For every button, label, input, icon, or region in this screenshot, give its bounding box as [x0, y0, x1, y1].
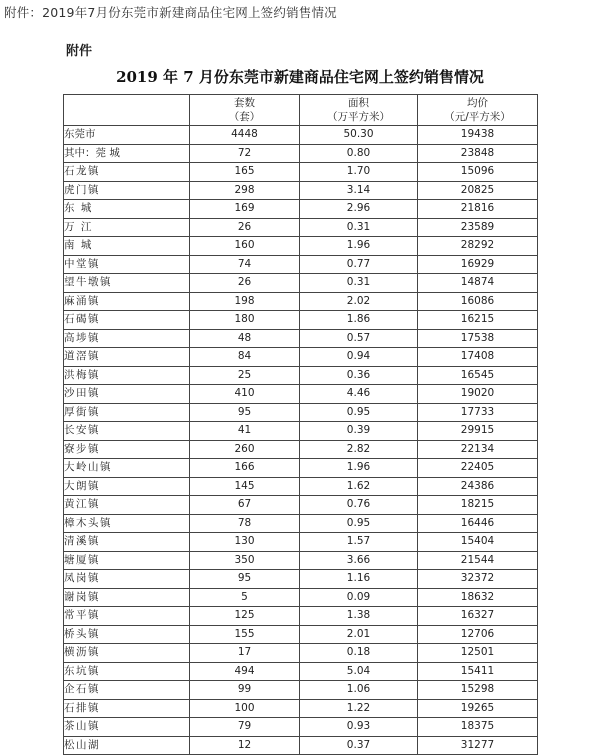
price-cell: 15096 — [418, 163, 538, 182]
units-cell: 298 — [190, 181, 300, 200]
area-cell: 0.36 — [300, 366, 418, 385]
sales-table — [63, 94, 538, 755]
price-cell: 23589 — [418, 218, 538, 237]
table-row — [64, 366, 538, 385]
table-row — [64, 255, 538, 274]
area-cell: 1.57 — [300, 533, 418, 552]
price-cell: 14874 — [418, 274, 538, 293]
table-row — [64, 588, 538, 607]
area-cell: 3.66 — [300, 551, 418, 570]
units-cell: 4448 — [190, 126, 300, 145]
units-cell: 155 — [190, 625, 300, 644]
table-row — [64, 181, 538, 200]
units-cell: 95 — [190, 570, 300, 589]
table-row — [64, 144, 538, 163]
area-cell: 2.96 — [300, 200, 418, 219]
price-cell: 16215 — [418, 311, 538, 330]
area-cell: 0.39 — [300, 422, 418, 441]
table-row — [64, 385, 538, 404]
area-cell: 2.82 — [300, 440, 418, 459]
units-cell: 95 — [190, 403, 300, 422]
table-row — [64, 718, 538, 737]
price-cell: 29915 — [418, 422, 538, 441]
area-cell: 0.76 — [300, 496, 418, 515]
price-cell: 24386 — [418, 477, 538, 496]
header-units-unit: （套） — [228, 111, 261, 123]
area-cell: 0.80 — [300, 144, 418, 163]
area-cell: 1.70 — [300, 163, 418, 182]
price-cell: 22134 — [418, 440, 538, 459]
area-cell: 1.38 — [300, 607, 418, 626]
price-cell: 15404 — [418, 533, 538, 552]
area-cell: 0.18 — [300, 644, 418, 663]
price-cell: 22405 — [418, 459, 538, 478]
price-cell: 12501 — [418, 644, 538, 663]
price-cell: 18375 — [418, 718, 538, 737]
units-cell: 410 — [190, 385, 300, 404]
region-name-cell: 石龙镇 — [64, 163, 190, 182]
header-region — [64, 95, 190, 126]
area-cell: 2.02 — [300, 292, 418, 311]
table-row — [64, 644, 538, 663]
region-name-cell: 常平镇 — [64, 607, 190, 626]
table-row — [64, 459, 538, 478]
table-row — [64, 311, 538, 330]
region-name-cell: 厚街镇 — [64, 403, 190, 422]
price-cell: 28292 — [418, 237, 538, 256]
region-name-cell: 沙田镇 — [64, 385, 190, 404]
price-cell: 17538 — [418, 329, 538, 348]
price-cell: 16929 — [418, 255, 538, 274]
region-name-cell: 黄江镇 — [64, 496, 190, 515]
area-cell: 3.14 — [300, 181, 418, 200]
table-row — [64, 477, 538, 496]
units-cell: 494 — [190, 662, 300, 681]
table-row — [64, 551, 538, 570]
region-name-cell: 樟木头镇 — [64, 514, 190, 533]
region-name-cell: 道滘镇 — [64, 348, 190, 367]
units-cell: 180 — [190, 311, 300, 330]
region-name-cell: 东莞市 — [64, 126, 190, 145]
region-name-cell: 茶山镇 — [64, 718, 190, 737]
region-name-cell: 大岭山镇 — [64, 459, 190, 478]
area-cell: 1.96 — [300, 237, 418, 256]
table-row — [64, 200, 538, 219]
units-cell: 198 — [190, 292, 300, 311]
units-cell: 67 — [190, 496, 300, 515]
price-cell: 15411 — [418, 662, 538, 681]
table-row — [64, 699, 538, 718]
price-cell: 21544 — [418, 551, 538, 570]
area-cell: 4.46 — [300, 385, 418, 404]
area-cell: 5.04 — [300, 662, 418, 681]
units-cell: 260 — [190, 440, 300, 459]
units-cell: 166 — [190, 459, 300, 478]
units-cell: 100 — [190, 699, 300, 718]
area-cell: 0.57 — [300, 329, 418, 348]
price-cell: 17408 — [418, 348, 538, 367]
area-cell: 1.62 — [300, 477, 418, 496]
area-cell: 0.95 — [300, 514, 418, 533]
units-cell: 5 — [190, 588, 300, 607]
price-cell: 17733 — [418, 403, 538, 422]
units-cell: 84 — [190, 348, 300, 367]
table-row — [64, 514, 538, 533]
price-cell: 16545 — [418, 366, 538, 385]
area-cell: 0.95 — [300, 403, 418, 422]
table-row — [64, 403, 538, 422]
units-cell: 26 — [190, 274, 300, 293]
price-cell: 12706 — [418, 625, 538, 644]
region-name-cell: 虎门镇 — [64, 181, 190, 200]
region-name-cell: 凤岗镇 — [64, 570, 190, 589]
units-cell: 48 — [190, 329, 300, 348]
region-name-cell: 万 江 — [64, 218, 190, 237]
table-row — [64, 533, 538, 552]
table-row — [64, 329, 538, 348]
table-row — [64, 422, 538, 441]
region-name-cell: 南 城 — [64, 237, 190, 256]
area-cell: 1.96 — [300, 459, 418, 478]
units-cell: 99 — [190, 681, 300, 700]
area-cell: 1.16 — [300, 570, 418, 589]
area-cell: 0.93 — [300, 718, 418, 737]
region-name-cell: 洪梅镇 — [64, 366, 190, 385]
region-name-cell: 东 城 — [64, 200, 190, 219]
price-cell: 16086 — [418, 292, 538, 311]
area-cell: 0.94 — [300, 348, 418, 367]
units-cell: 25 — [190, 366, 300, 385]
region-name-cell: 东坑镇 — [64, 662, 190, 681]
price-cell: 23848 — [418, 144, 538, 163]
table-row — [64, 218, 538, 237]
region-name-cell: 望牛墩镇 — [64, 274, 190, 293]
area-cell: 50.30 — [300, 126, 418, 145]
area-cell: 0.37 — [300, 736, 418, 755]
price-cell: 16446 — [418, 514, 538, 533]
units-cell: 74 — [190, 255, 300, 274]
table-body — [64, 126, 538, 755]
price-cell: 31277 — [418, 736, 538, 755]
region-name-cell: 高埗镇 — [64, 329, 190, 348]
area-cell: 1.22 — [300, 699, 418, 718]
area-cell: 0.77 — [300, 255, 418, 274]
region-name-cell: 横沥镇 — [64, 644, 190, 663]
units-cell: 130 — [190, 533, 300, 552]
region-name-cell: 寮步镇 — [64, 440, 190, 459]
document-title: 2019 年 7 月份东莞市新建商品住宅网上签约销售情况 — [116, 68, 484, 86]
region-name-cell: 其中：莞 城 — [64, 144, 190, 163]
header-price-label: 均价 — [467, 97, 488, 109]
price-cell: 18632 — [418, 588, 538, 607]
header-price — [418, 95, 538, 126]
region-name-cell: 石排镇 — [64, 699, 190, 718]
area-cell: 1.86 — [300, 311, 418, 330]
attachment-label: 附件 — [66, 44, 93, 59]
table-row — [64, 496, 538, 515]
units-cell: 145 — [190, 477, 300, 496]
region-name-cell: 石碣镇 — [64, 311, 190, 330]
region-name-cell: 桥头镇 — [64, 625, 190, 644]
table-row — [64, 292, 538, 311]
table-row — [64, 274, 538, 293]
header-area-unit: （万平方米） — [327, 111, 390, 123]
price-cell: 21816 — [418, 200, 538, 219]
area-cell: 0.31 — [300, 218, 418, 237]
area-cell: 0.09 — [300, 588, 418, 607]
units-cell: 350 — [190, 551, 300, 570]
region-name-cell: 塘厦镇 — [64, 551, 190, 570]
table-row — [64, 681, 538, 700]
units-cell: 125 — [190, 607, 300, 626]
area-cell: 0.31 — [300, 274, 418, 293]
units-cell: 17 — [190, 644, 300, 663]
table-row — [64, 625, 538, 644]
units-cell: 12 — [190, 736, 300, 755]
header-units — [190, 95, 300, 126]
units-cell: 79 — [190, 718, 300, 737]
header-area-label: 面积 — [348, 97, 369, 109]
region-name-cell: 大朗镇 — [64, 477, 190, 496]
table-row — [64, 348, 538, 367]
header-price-unit: （元/平方米） — [444, 111, 511, 123]
price-cell: 19020 — [418, 385, 538, 404]
table-row — [64, 570, 538, 589]
header-units-label: 套数 — [234, 97, 255, 109]
price-cell: 18215 — [418, 496, 538, 515]
region-name-cell: 中堂镇 — [64, 255, 190, 274]
units-cell: 160 — [190, 237, 300, 256]
table-row — [64, 237, 538, 256]
region-name-cell: 麻涌镇 — [64, 292, 190, 311]
price-cell: 15298 — [418, 681, 538, 700]
units-cell: 26 — [190, 218, 300, 237]
region-name-cell: 企石镇 — [64, 681, 190, 700]
price-cell: 32372 — [418, 570, 538, 589]
price-cell: 16327 — [418, 607, 538, 626]
table-row — [64, 440, 538, 459]
region-name-cell: 长安镇 — [64, 422, 190, 441]
header-area — [300, 95, 418, 126]
units-cell: 165 — [190, 163, 300, 182]
price-cell: 19265 — [418, 699, 538, 718]
image-caption: 附件：2019年7月份东莞市新建商品住宅网上签约销售情况 — [4, 5, 337, 20]
table-row — [64, 163, 538, 182]
table-row — [64, 662, 538, 681]
price-cell: 20825 — [418, 181, 538, 200]
units-cell: 169 — [190, 200, 300, 219]
region-name-cell: 谢岗镇 — [64, 588, 190, 607]
units-cell: 72 — [190, 144, 300, 163]
price-cell: 19438 — [418, 126, 538, 145]
units-cell: 41 — [190, 422, 300, 441]
table-header-row — [64, 95, 538, 126]
table-row — [64, 126, 538, 145]
table-row — [64, 607, 538, 626]
units-cell: 78 — [190, 514, 300, 533]
region-name-cell: 松山湖 — [64, 736, 190, 755]
area-cell: 1.06 — [300, 681, 418, 700]
area-cell: 2.01 — [300, 625, 418, 644]
region-name-cell: 清溪镇 — [64, 533, 190, 552]
